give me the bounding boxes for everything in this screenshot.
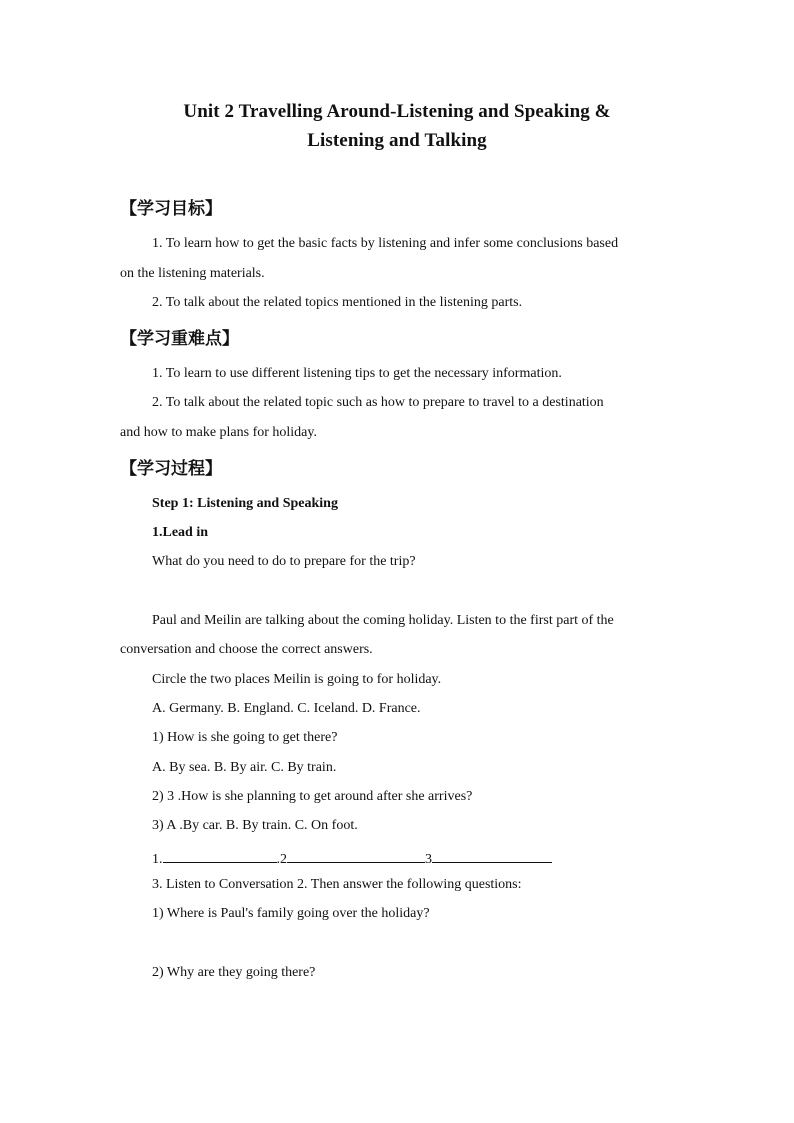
blank-label-3: 3 [425,852,432,867]
title-line-2: Listening and Talking [307,130,487,151]
question-2: 2) 3 .How is she planning to get around after she arrives? [152,789,473,804]
answer-blank-2[interactable] [287,848,425,863]
conversation-2-question-2: 2) Why are they going there? [152,965,316,980]
conversation-intro-line-2: conversation and choose the correct answers. [120,642,373,657]
objective-2: 2. To talk about the related topics mentioned in the listening parts. [152,295,523,310]
lead-in-question: What do you need to do to prepare for the trip? [152,554,416,569]
keypoint-1: 1. To learn to use different listening tips to get the necessary information. [152,366,562,381]
keypoint-2-line-1: 2. To talk about the related topic such as how to prepare to travel to a destination [152,395,604,410]
objective-1-line-1: 1. To learn how to get the basic facts by listening and infer some conclusions based [152,236,619,251]
section-heading-process: 【学习过程】 [120,459,222,479]
blank-label-1: 1. [152,852,163,867]
conversation-2-question-1: 1) Where is Paul's family going over the holiday? [152,906,430,921]
section-heading-objectives: 【学习目标】 [120,199,222,219]
objective-1-line-2: on the listening materials. [120,266,265,281]
answer-blank-3[interactable] [432,848,552,863]
answer-blanks [152,848,552,868]
question-1: 1) How is she going to get there? [152,730,338,745]
circle-instruction: Circle the two places Meilin is going to for holiday. [152,672,442,687]
keypoint-2-line-2: and how to make plans for holiday. [120,425,317,440]
answer-blank-1[interactable] [163,848,277,863]
title-line-1: Unit 2 Travelling Around-Listening and Speaking & [183,101,611,122]
question-1-options: A. By sea. B. By air. C. By train. [152,760,337,775]
section-heading-keypoints: 【学习重难点】 [120,329,239,349]
conversation-2-instruction: 3. Listen to Conversation 2. Then answer the following questions: [152,877,522,892]
lead-in-heading: 1.Lead in [152,525,209,540]
conversation-intro-line-1: Paul and Meilin are talking about the coming holiday. Listen to the first part of the [152,613,614,628]
question-3: 3) A .By car. B. By train. C. On foot. [152,818,358,833]
blank-label-2: .2 [276,852,287,867]
step-1-heading: Step 1: Listening and Speaking [152,496,338,511]
places-options: A. Germany. B. England. C. Iceland. D. France. [152,701,421,716]
